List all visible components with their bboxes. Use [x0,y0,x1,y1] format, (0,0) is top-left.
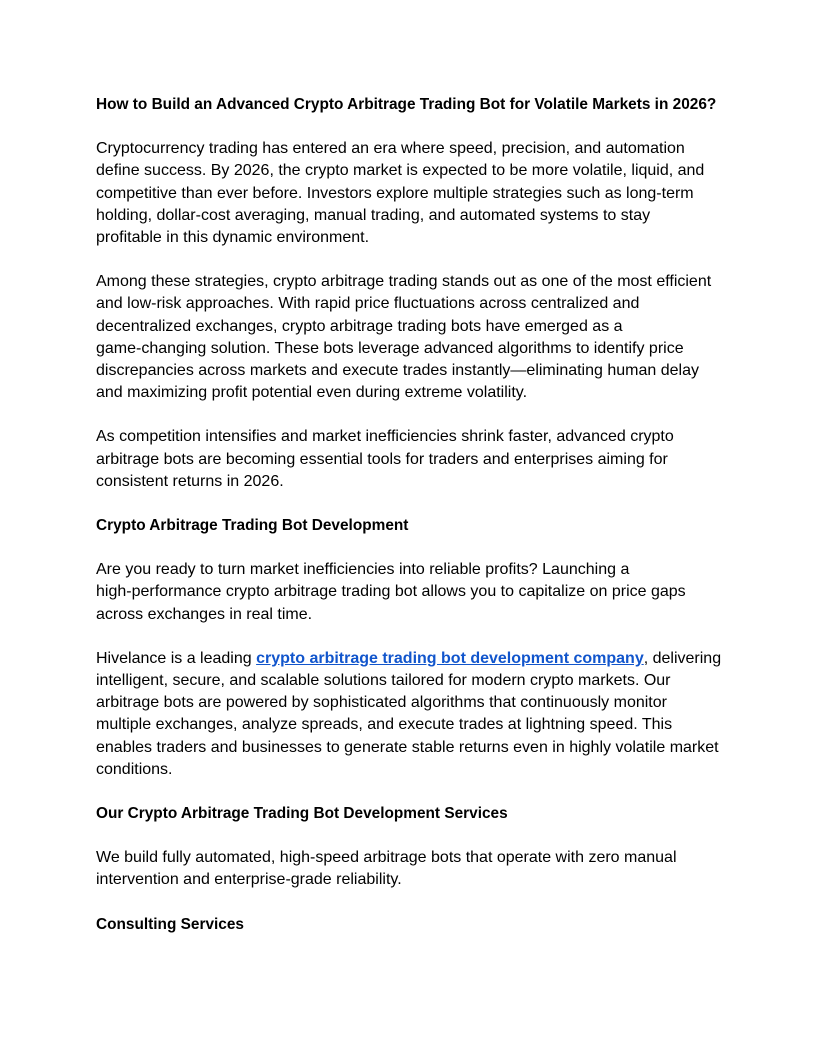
intro-paragraph-1 [96,138,720,249]
lead-text: Hivelance is a leading [96,649,257,667]
development-paragraph-1 [96,559,720,626]
services-paragraph [96,847,720,891]
text-line: discrepancies across markets and execute trades instantly—eliminating human delay [96,362,699,380]
text-line-with-link [96,648,720,670]
text-line: Are you ready to turn market inefficiencies into reliable profits? Launching a [96,561,630,579]
text-line: intelligent, secure, and scalable solutions tailored for modern crypto markets. Our [96,672,671,690]
text-line: competitive than ever before. Investors explore multiple strategies such as long-term [96,184,694,202]
text-line: intervention and enterprise-grade reliability. [96,871,402,889]
company-link[interactable]: crypto arbitrage trading bot development company [256,649,644,667]
text-line: across exchanges in real time. [96,605,313,623]
text-line: Cryptocurrency trading has entered an era where speed, precision, and automation [96,140,685,158]
text-line: enables traders and businesses to generate stable returns even in highly volatile market [96,738,719,756]
development-paragraph-2 [96,648,720,781]
intro-paragraph-2 [96,271,720,404]
text-line: and maximizing profit potential even during extreme volatility. [96,384,528,402]
text-line: consistent returns in 2026. [96,472,284,490]
document-page [96,94,720,958]
text-line: define success. By 2026, the crypto market is expected to be more volatile, liquid, and [96,162,705,180]
text-line: game-changing solution. These bots leverage advanced algorithms to identify price [96,339,684,357]
section-heading-development: Crypto Arbitrage Trading Bot Development [96,517,409,535]
document-title: How to Build an Advanced Crypto Arbitrage Trading Bot for Volatile Markets in 2026? [96,96,717,113]
section-heading-services: Our Crypto Arbitrage Trading Bot Development Services [96,805,508,823]
text-line: holding, dollar-cost averaging, manual trading, and automated systems to stay [96,206,651,224]
intro-paragraph-3 [96,426,720,493]
text-line: decentralized exchanges, crypto arbitrage trading bots have emerged as a [96,317,623,335]
text-line: conditions. [96,760,173,778]
text-line: profitable in this dynamic environment. [96,229,370,247]
text-line: As competition intensifies and market inefficiencies shrink faster, advanced crypto [96,428,674,446]
text-line: arbitrage bots are powered by sophisticated algorithms that continuously monitor [96,694,667,712]
text-line: arbitrage bots are becoming essential tools for traders and enterprises aiming for [96,450,668,468]
text-line: Among these strategies, crypto arbitrage trading stands out as one of the most efficient [96,273,712,291]
text-line: multiple exchanges, analyze spreads, and execute trades at lightning speed. This [96,716,673,734]
text-line: We build fully automated, high-speed arbitrage bots that operate with zero manual [96,849,677,867]
text-line: and low-risk approaches. With rapid price fluctuations across centralized and [96,295,640,313]
after-link-text: , delivering [643,649,722,667]
text-line: high-performance crypto arbitrage trading bot allows you to capitalize on price gaps [96,583,686,601]
section-heading-consulting: Consulting Services [96,915,244,933]
